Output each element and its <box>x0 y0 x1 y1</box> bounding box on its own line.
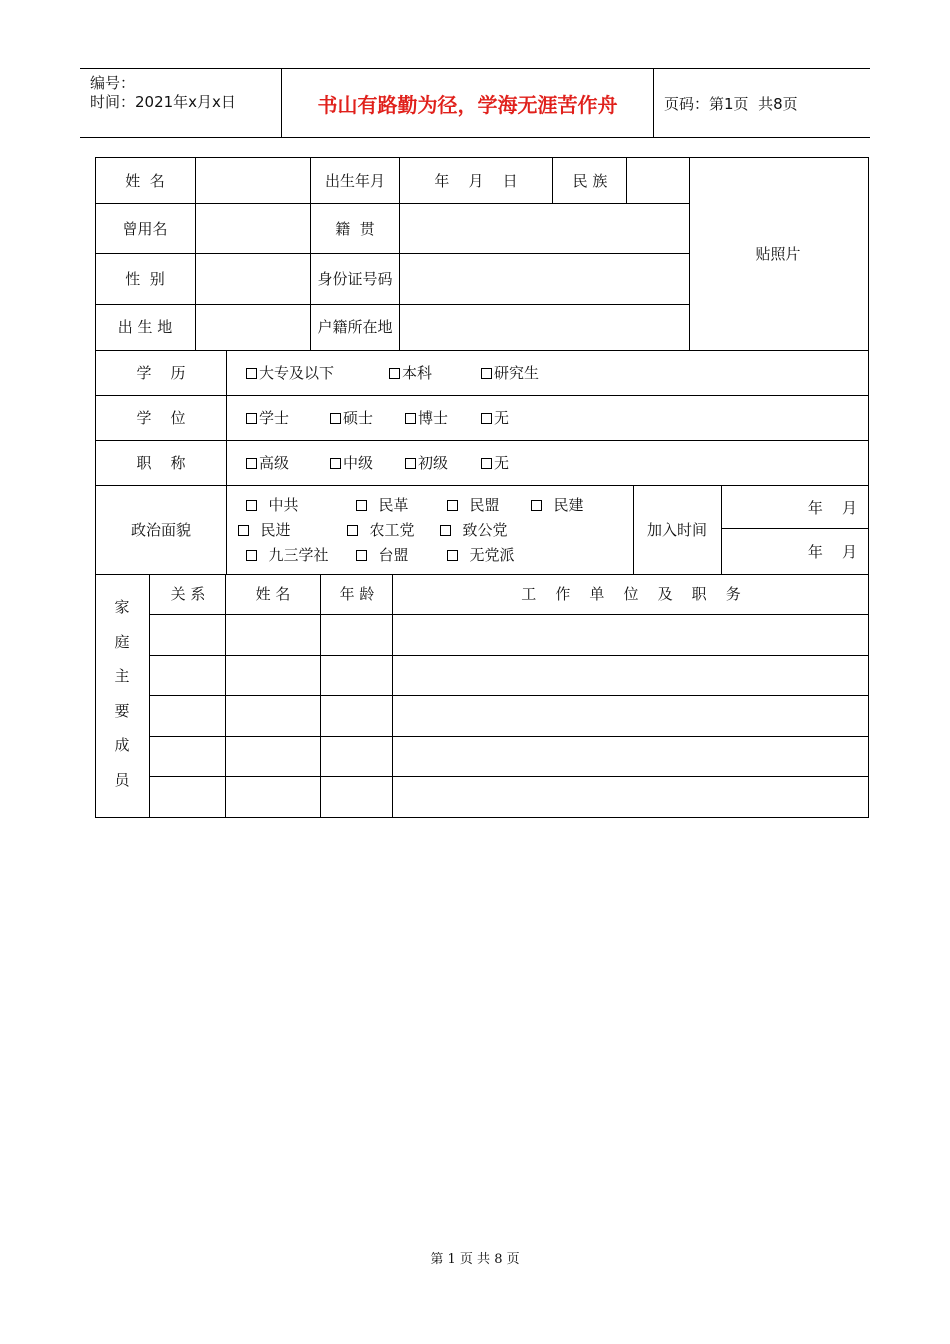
header-motto: 书山有路勤为径，学海无涯苦作舟 <box>282 69 654 137</box>
gender-label: 性 别 <box>125 270 165 288</box>
former-name-label: 曾用名 <box>122 220 168 238</box>
page-footer: 第 1 页 共 8 页 <box>430 1252 520 1267</box>
political-option[interactable]: 民盟 <box>447 496 500 514</box>
join-time-label: 加入时间 <box>646 521 708 539</box>
education-option[interactable]: 研究生 <box>481 364 539 382</box>
title-option[interactable]: 高级 <box>246 454 289 472</box>
degree-label: 学 位 <box>136 409 186 427</box>
checkbox-icon[interactable] <box>531 500 542 511</box>
ethnicity-field[interactable] <box>627 158 689 203</box>
hukou-field[interactable] <box>400 305 689 350</box>
name-field[interactable] <box>196 158 310 203</box>
checkbox-icon[interactable] <box>246 500 257 511</box>
political-option[interactable]: 台盟 <box>356 546 409 564</box>
education-label: 学 历 <box>136 364 186 382</box>
join-time-field[interactable]: 年 月 <box>807 543 857 561</box>
birth-date-field[interactable]: 年 月 日 <box>434 172 518 190</box>
checkbox-icon[interactable] <box>481 413 492 424</box>
family-members-side-label: 家 庭 主 要 成 员 <box>114 598 130 789</box>
political-option[interactable]: 九三学社 <box>246 546 329 564</box>
title-option[interactable]: 中级 <box>330 454 373 472</box>
checkbox-icon[interactable] <box>356 550 367 561</box>
checkbox-icon[interactable] <box>330 458 341 469</box>
document-number-label: 编号： <box>90 74 136 92</box>
table-row[interactable] <box>150 777 869 817</box>
title-option[interactable]: 初级 <box>405 454 448 472</box>
political-option[interactable]: 民进 <box>238 521 291 539</box>
table-row[interactable] <box>150 737 869 776</box>
degree-option[interactable]: 硕士 <box>330 409 373 427</box>
family-column-relation: 关 系 <box>170 585 206 603</box>
checkbox-icon[interactable] <box>481 368 492 379</box>
checkbox-icon[interactable] <box>246 368 257 379</box>
header-page-cell <box>664 69 798 137</box>
checkbox-icon[interactable] <box>389 368 400 379</box>
birthplace-field[interactable] <box>196 305 310 350</box>
table-row[interactable] <box>150 696 869 736</box>
political-label: 政治面貌 <box>130 521 192 539</box>
title-label: 职 称 <box>136 454 186 472</box>
title-option[interactable]: 无 <box>481 454 509 472</box>
former-name-field[interactable] <box>196 204 310 253</box>
political-option[interactable]: 致公党 <box>440 521 508 539</box>
degree-option[interactable]: 学士 <box>246 409 289 427</box>
checkbox-icon[interactable] <box>330 413 341 424</box>
id-number-label: 身份证号码 <box>317 270 393 288</box>
degree-option[interactable]: 博士 <box>405 409 448 427</box>
checkbox-icon[interactable] <box>246 550 257 561</box>
document-time-label: 时间：2021年x月x日 <box>90 93 236 111</box>
page-header <box>80 68 870 138</box>
degree-option[interactable]: 无 <box>481 409 509 427</box>
political-option[interactable]: 民革 <box>356 496 409 514</box>
political-option[interactable]: 农工党 <box>347 521 415 539</box>
checkbox-icon[interactable] <box>481 458 492 469</box>
checkbox-icon[interactable] <box>246 458 257 469</box>
political-option[interactable]: 无党派 <box>447 546 515 564</box>
political-option[interactable]: 中共 <box>246 496 299 514</box>
checkbox-icon[interactable] <box>405 413 416 424</box>
checkbox-icon[interactable] <box>405 458 416 469</box>
family-column-name: 姓 名 <box>255 585 291 603</box>
checkbox-icon[interactable] <box>447 500 458 511</box>
personal-info-form <box>95 157 869 818</box>
ethnicity-label: 民 族 <box>572 172 608 190</box>
checkbox-icon[interactable] <box>246 413 257 424</box>
native-place-field[interactable] <box>400 204 689 253</box>
birth-date-label: 出生年月 <box>324 172 386 190</box>
education-option[interactable]: 本科 <box>389 364 432 382</box>
id-number-field[interactable] <box>400 254 689 304</box>
native-place-label: 籍 贯 <box>335 220 375 238</box>
checkbox-icon[interactable] <box>347 525 358 536</box>
join-time-field[interactable]: 年 月 <box>807 499 857 517</box>
political-option[interactable]: 民建 <box>531 496 584 514</box>
header-page-label: 页码：第1页 共8页 <box>664 94 798 113</box>
education-option[interactable]: 大专及以下 <box>246 364 334 382</box>
name-label: 姓 名 <box>125 172 165 190</box>
hukou-label: 户籍所在地 <box>317 318 393 336</box>
checkbox-icon[interactable] <box>356 500 367 511</box>
checkbox-icon[interactable] <box>440 525 451 536</box>
table-row[interactable] <box>150 656 869 695</box>
table-row[interactable] <box>150 615 869 655</box>
checkbox-icon[interactable] <box>447 550 458 561</box>
gender-field[interactable] <box>196 254 310 304</box>
birthplace-label: 出 生 地 <box>117 318 173 336</box>
checkbox-icon[interactable] <box>238 525 249 536</box>
header-info-cell <box>80 69 282 137</box>
photo-placeholder[interactable]: 贴照片 <box>755 245 801 263</box>
family-column-work: 工 作 单 位 及 职 务 <box>521 585 741 603</box>
family-column-age: 年 龄 <box>339 585 375 603</box>
